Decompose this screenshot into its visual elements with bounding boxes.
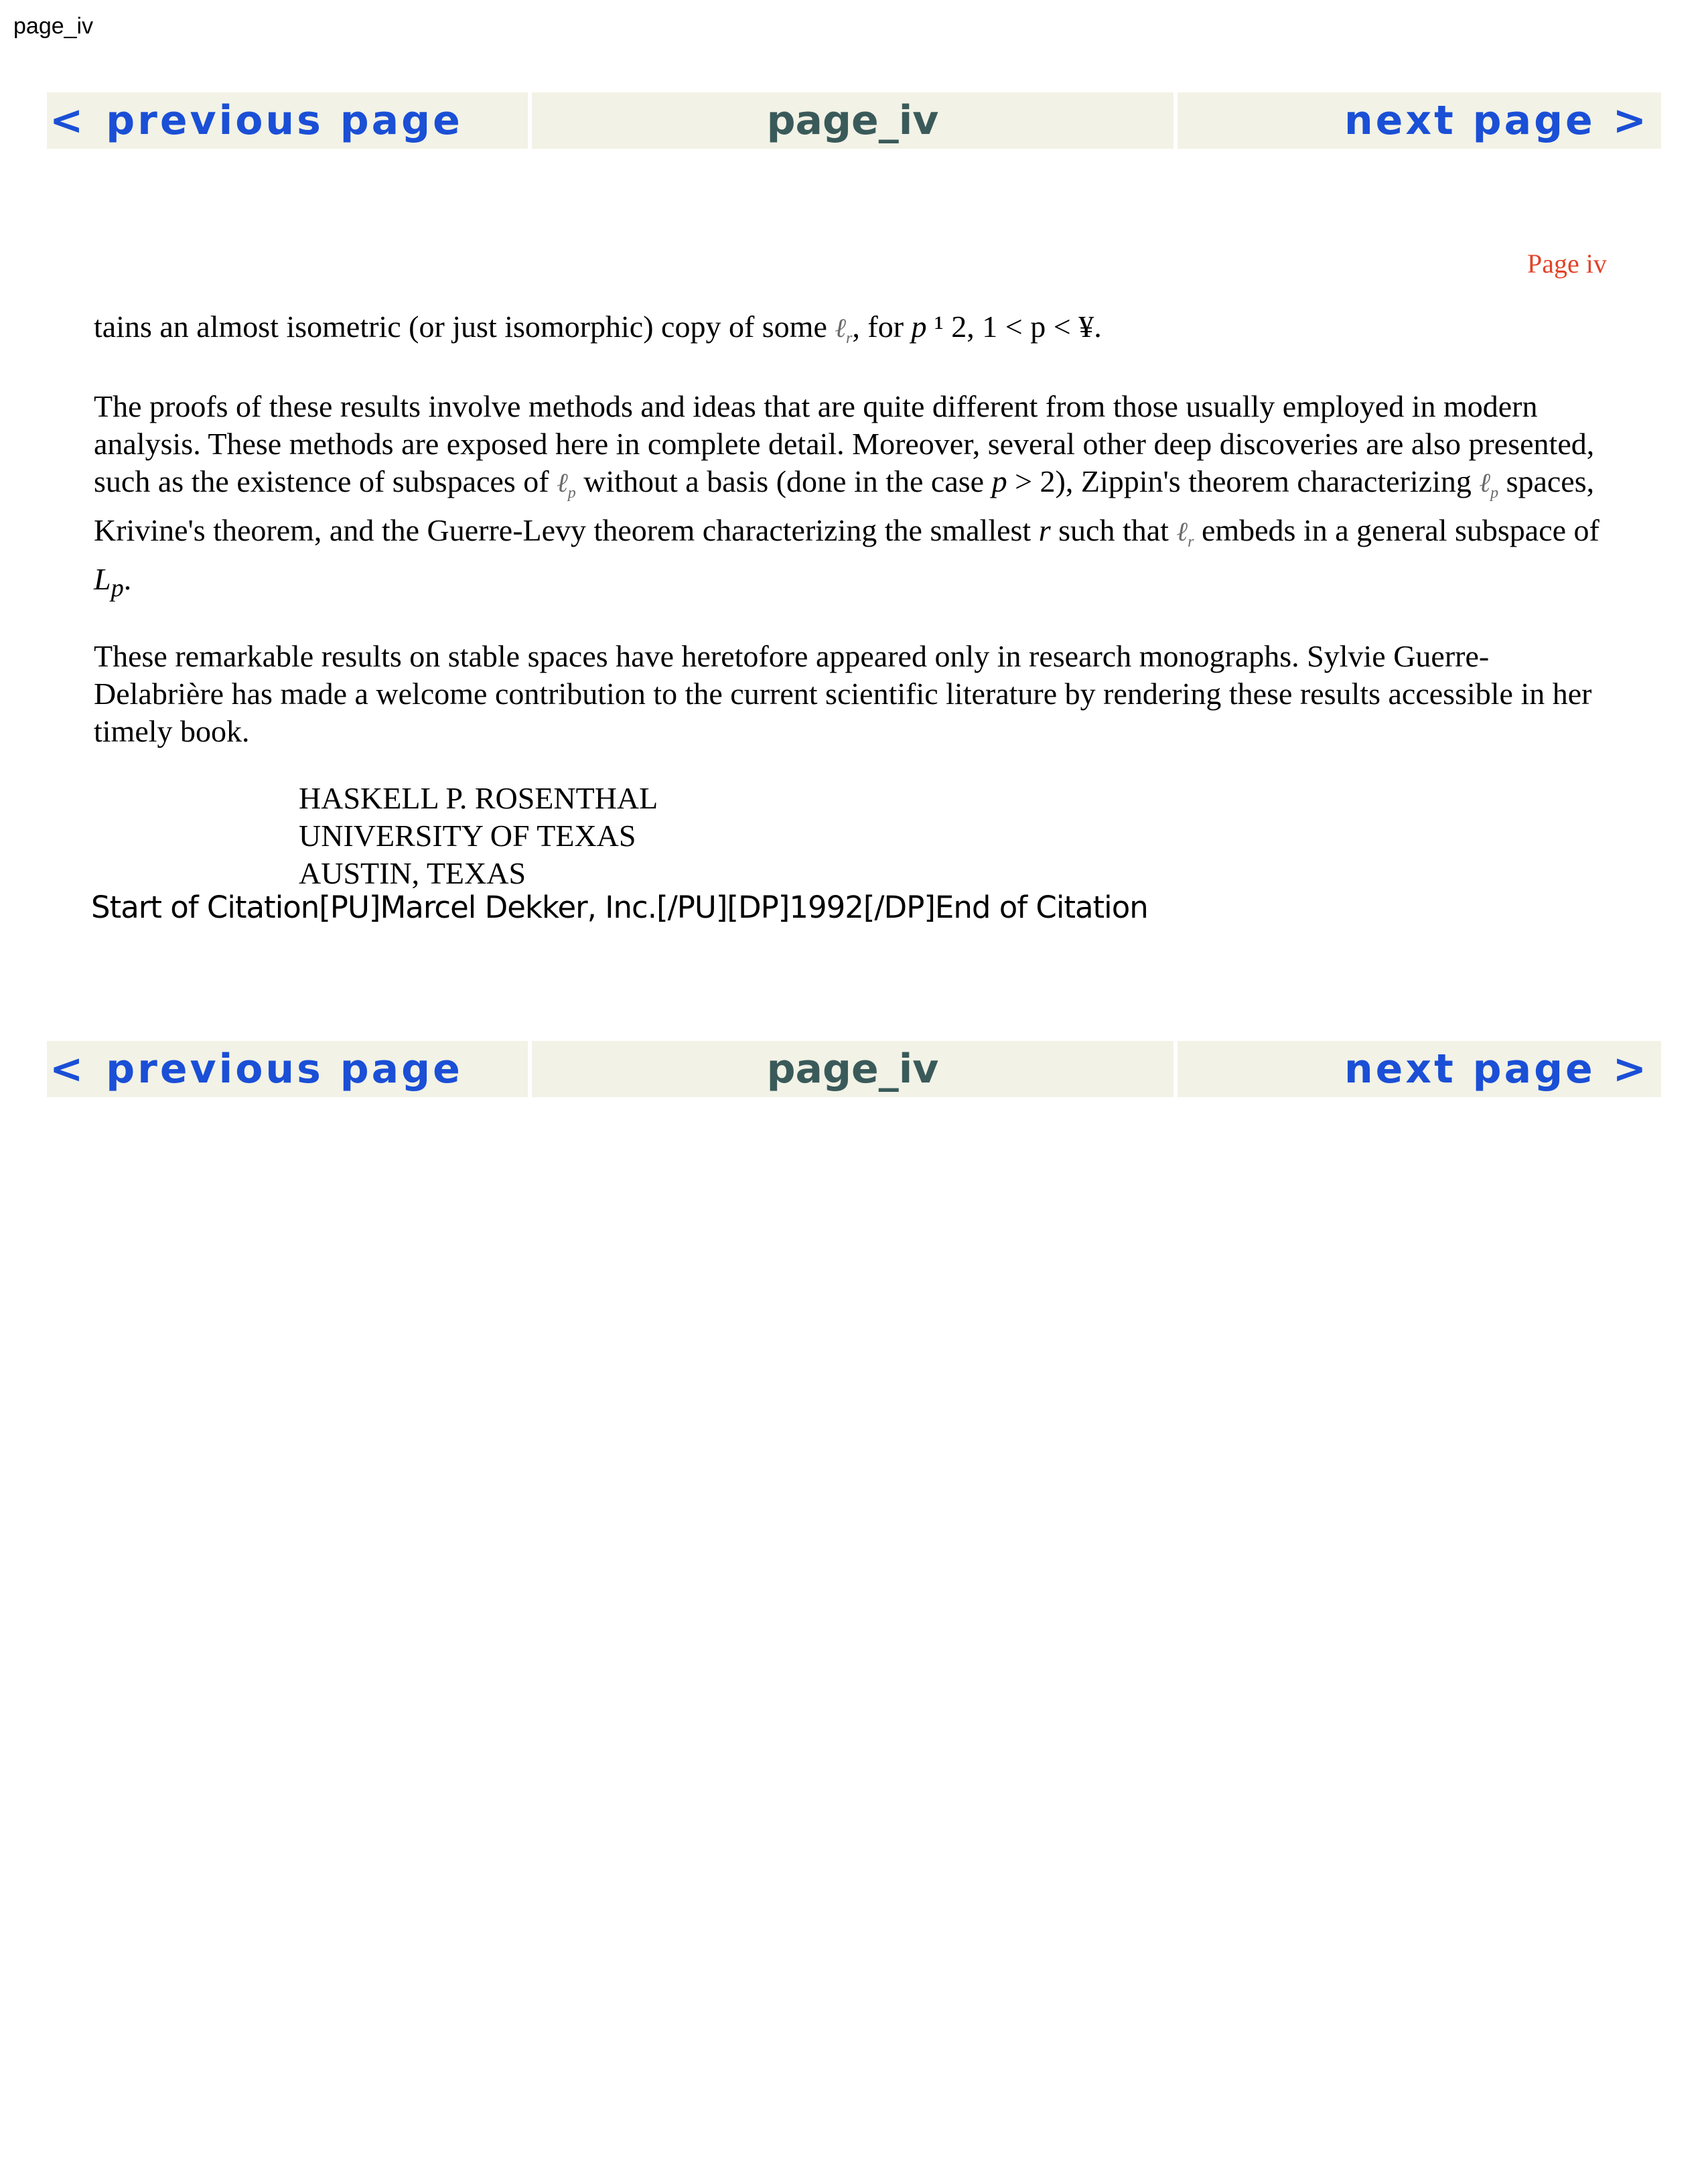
current-page-title [532, 1041, 1173, 1097]
next-page-label: next page [1344, 1046, 1595, 1093]
text-run: . [123, 562, 132, 596]
left-arrow-icon: < [50, 1046, 86, 1093]
variable-L: $L_p$ [94, 562, 124, 603]
text-run: spaces, Krivine's theorem, and the Guerre-Levy theorem characterizing the smallest [94, 464, 1595, 547]
signature-location: AUSTIN, TEXAS [299, 856, 526, 891]
text-run: > 2), Zippin's theorem characterizing [1007, 464, 1480, 498]
left-arrow-icon: < [50, 97, 86, 144]
ell-symbol: ℓ$_r$ [835, 313, 853, 347]
ell-symbol: ℓ$_p$ [557, 468, 576, 502]
text-run: tains an almost isometric (or just isomorphic) copy of some [94, 309, 835, 344]
previous-page-link[interactable] [47, 92, 528, 149]
previous-page-label: previous page [106, 1046, 463, 1093]
text-run: ¹ 2, 1 < p < ¥. [926, 309, 1102, 344]
current-page-label: page_iv [766, 1046, 939, 1093]
previous-page-link[interactable] [47, 1041, 528, 1097]
variable-r: r [1038, 513, 1051, 547]
next-page-link[interactable] [1178, 92, 1661, 149]
current-page-label: page_iv [766, 97, 939, 144]
paragraph-3: These remarkable results on stable spaces have heretofore appeared only in research monographs. Sylvie Guerre-Delabrière has made a welcome contribution to the current scientific literature by rendering these results accessible in her timely book. [94, 639, 1592, 749]
paragraph-2 [94, 388, 1614, 607]
next-page-label: next page [1344, 97, 1595, 144]
text-run: embeds in a general subspace of [1194, 513, 1599, 547]
signature-institution: UNIVERSITY OF TEXAS [299, 819, 636, 853]
variable-p: p [911, 309, 927, 344]
signature-name: HASKELL P. ROSENTHAL [299, 781, 658, 816]
ell-symbol: ℓ$_r$ [1176, 516, 1194, 551]
right-arrow-icon: > [1612, 97, 1649, 144]
text-run: , for [852, 309, 912, 344]
text-run: The proofs of these results involve methods and ideas that are quite different from those usually employed in modern analysis. These methods are exposed here in complete detail. Moreover, several other deep discoveries are also presented, such as the existence of subspaces of [94, 389, 1595, 498]
next-page-link[interactable] [1178, 1041, 1661, 1097]
bottom-navigation [47, 1041, 1661, 1097]
page-label: page_iv [13, 13, 94, 39]
page-number: Page iv [1527, 249, 1607, 279]
top-navigation [47, 92, 1661, 149]
right-arrow-icon: > [1612, 1046, 1649, 1093]
text-run: without a basis (done in the case [575, 464, 992, 498]
previous-page-label: previous page [106, 97, 463, 144]
paragraph-1 [94, 308, 1614, 357]
text-run: such that [1050, 513, 1177, 547]
citation: Start of Citation[PU]Marcel Dekker, Inc.[/PU][DP]1992[/DP]End of Citation [91, 890, 1148, 925]
signature-block [299, 780, 1614, 892]
variable-p: p [991, 464, 1007, 498]
current-page-title [532, 92, 1173, 149]
page-content [94, 308, 1614, 892]
ell-symbol: ℓ$_p$ [1479, 468, 1499, 502]
